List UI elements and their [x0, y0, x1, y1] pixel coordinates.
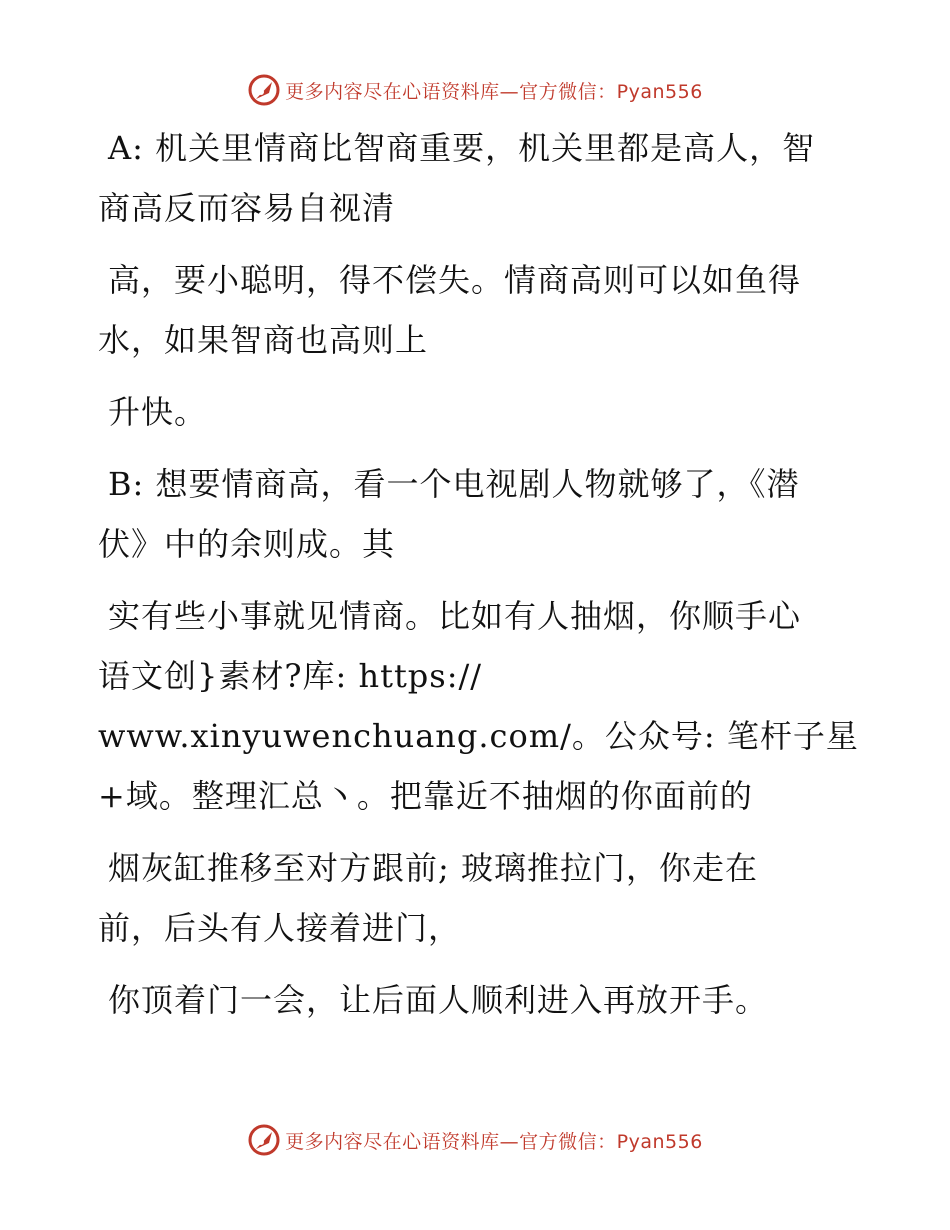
- text-line: A: 机关里情商比智商重要，机关里都是高人，智: [108, 129, 816, 167]
- text-line: 语文创}素材?库: https://: [98, 657, 483, 695]
- text-line: 前，后头有人接着进门，: [98, 909, 462, 947]
- feather-pen-logo-icon: [247, 73, 281, 107]
- text-line: www.xinyuwenchuang.com/。公众号: 笔杆子星: [98, 717, 859, 755]
- text-line: 伏》中的余则成。其: [98, 525, 396, 563]
- paragraph-gap: [98, 370, 858, 382]
- paragraph-gap: [98, 238, 858, 250]
- footer-banner: [0, 1120, 950, 1160]
- text-line: 实有些小事就见情商。比如有人抽烟，你顺手心: [108, 597, 802, 635]
- text-line: 高，要小聪明，得不偿失。情商高则可以如鱼得: [108, 261, 802, 299]
- header-banner-text: 更多内容尽在心语资料库—官方微信：Pyan556: [285, 80, 703, 103]
- footer-banner-text: 更多内容尽在心语资料库—官方微信：Pyan556: [285, 1130, 703, 1153]
- text-line: 升快。: [108, 393, 208, 431]
- feather-pen-logo-icon: [247, 1123, 281, 1157]
- paragraph-gap: [98, 574, 858, 586]
- paragraph-gap: [98, 958, 858, 970]
- text-line: +域。整理汇总丶。把靠近不抽烟的你面前的: [98, 777, 753, 815]
- text-line: 水，如果智商也高则上: [98, 321, 429, 359]
- document-body: [98, 118, 858, 1030]
- header-banner: [0, 70, 950, 110]
- text-line: B: 想要情商高，看一个电视剧人物就够了，《潜: [108, 465, 800, 503]
- text-line: 商高反而容易自视清: [98, 189, 396, 227]
- text-line: 你顶着门一会，让后面人顺利进入再放开手。: [108, 981, 769, 1019]
- paragraph-gap: [98, 442, 858, 454]
- paragraph-gap: [98, 826, 858, 838]
- text-line: 烟灰缸推移至对方跟前; 玻璃推拉门，你走在: [108, 849, 758, 887]
